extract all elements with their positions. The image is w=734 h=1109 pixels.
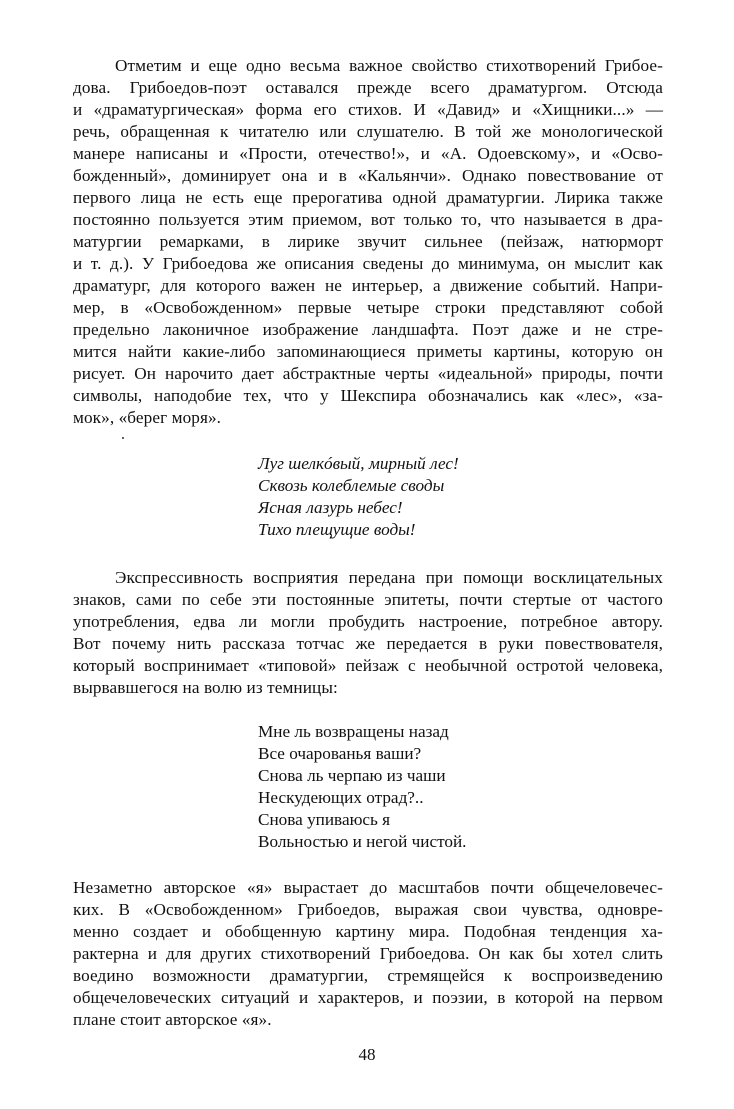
text-line: и т. д.). У Грибоедова же описания сведены до минимума, он мыслит как <box>73 254 663 273</box>
text-line: мер, в «Освобожденном» первые четыре строки представляют собой <box>73 298 663 317</box>
verse-text: Тихо плещущие воды! <box>258 520 416 539</box>
verse-line: Снова ль черпаю из чаши <box>258 766 446 785</box>
poem-excerpt-1 <box>258 453 663 541</box>
ink-speck <box>122 437 124 439</box>
text-line: ких. В «Освобожденном» Грибоедов, выражая свои чувства, одновре- <box>73 900 663 919</box>
text-line: постоянно пользуется этим приемом, вот только то, что называется в дра- <box>73 210 663 229</box>
text-line: предельно лаконичное изображение ландшафта. Поэт даже и не стре- <box>73 320 663 339</box>
text-line: и «драматургическая» форма его стихов. И «Давид» и «Хищники...» — <box>73 100 663 119</box>
text-line: Экспрессивность восприятия передана при помощи восклицательных <box>115 568 663 587</box>
text-line: первого лица не есть еще прерогатива одной драматургии. Лирика также <box>73 188 663 207</box>
verse-line: Вольностью и негой чистой. <box>258 832 467 851</box>
paragraph-2 <box>73 567 663 699</box>
page-body <box>73 55 663 1031</box>
text-line: Отметим и еще одно весьма важное свойство стихотворений Грибое- <box>115 56 663 75</box>
text-line: общечеловеческих ситуаций и характеров, и поэзии, в которой на первом <box>73 988 663 1007</box>
paragraph-1 <box>73 55 663 429</box>
text-line: символы, наподобие тех, что у Шекспира обозначались как «лес», «за- <box>73 386 663 405</box>
page-number: 48 <box>358 1045 376 1064</box>
text-line: матургии ремарками, в лирике звучит сильнее (пейзаж, натюрморт <box>73 232 663 251</box>
verse-text: Ясная лазурь небес! <box>258 498 403 517</box>
text-line: дова. Грибоедов-поэт оставался прежде всего драматургом. Отсюда <box>73 78 663 97</box>
verse-text: Луг шелкóвый, мирный лес! <box>258 454 459 473</box>
text-line: который воспринимает «типовой» пейзаж с необычной остротой человека, <box>73 656 663 675</box>
text-line: вырвавшегося на волю из темницы: <box>73 678 338 697</box>
verse-line: Нескудеющих отрад?.. <box>258 788 424 807</box>
text-line: рисует. Он нарочито дает абстрактные черты «идеальной» природы, почти <box>73 364 663 383</box>
text-line: плане стоит авторское «я». <box>73 1010 272 1029</box>
text-line: знаков, сами по себе эти постоянные эпитеты, почти стертые от частого <box>73 590 663 609</box>
text-line: божденный», доминирует она и в «Кальянчи». Однако повествование от <box>73 166 663 185</box>
text-line: употребления, едва ли могли пробудить настроение, потребное автору. <box>73 612 663 631</box>
text-line: воедино возможности драматургии, стремящейся к воспроизведению <box>73 966 663 985</box>
verse-line: Все очарованья ваши? <box>258 744 422 763</box>
verse-line <box>258 453 663 475</box>
text-line: мок», «берег моря». <box>73 408 222 427</box>
text-line: речь, обращенная к читателю или слушателю. В той же монологической <box>73 122 663 141</box>
text-line: рактерна и для других стихотворений Грибоедова. Он как бы хотел слить <box>73 944 663 963</box>
poem-excerpt-2 <box>258 721 663 853</box>
verse-text: Сквозь колеблемые своды <box>258 476 445 495</box>
text-line: драматург, для которого важен не интерьер, а движение событий. Напри- <box>73 276 663 295</box>
verse-line: Снова упиваюсь я <box>258 810 391 829</box>
verse-line: Мне ль возвращены назад <box>258 722 449 741</box>
verse-line <box>258 475 663 497</box>
text-line: Незаметно авторское «я» вырастает до масштабов почти общечеловечес- <box>73 878 663 897</box>
text-line: Вот почему нить рассказа тотчас же передается в руки повествователя, <box>73 634 663 653</box>
verse-line <box>258 497 663 519</box>
text-line: мится найти какие-либо запоминающиеся приметы картины, которую он <box>73 342 663 361</box>
text-line: манере написаны и «Прости, отечество!», и «А. Одоевскому», и «Осво- <box>73 144 663 163</box>
verse-line <box>258 519 663 541</box>
paragraph-3 <box>73 877 663 1031</box>
text-line: менно создает и обобщенную картину мира. Подобная тенденция ха- <box>73 922 663 941</box>
